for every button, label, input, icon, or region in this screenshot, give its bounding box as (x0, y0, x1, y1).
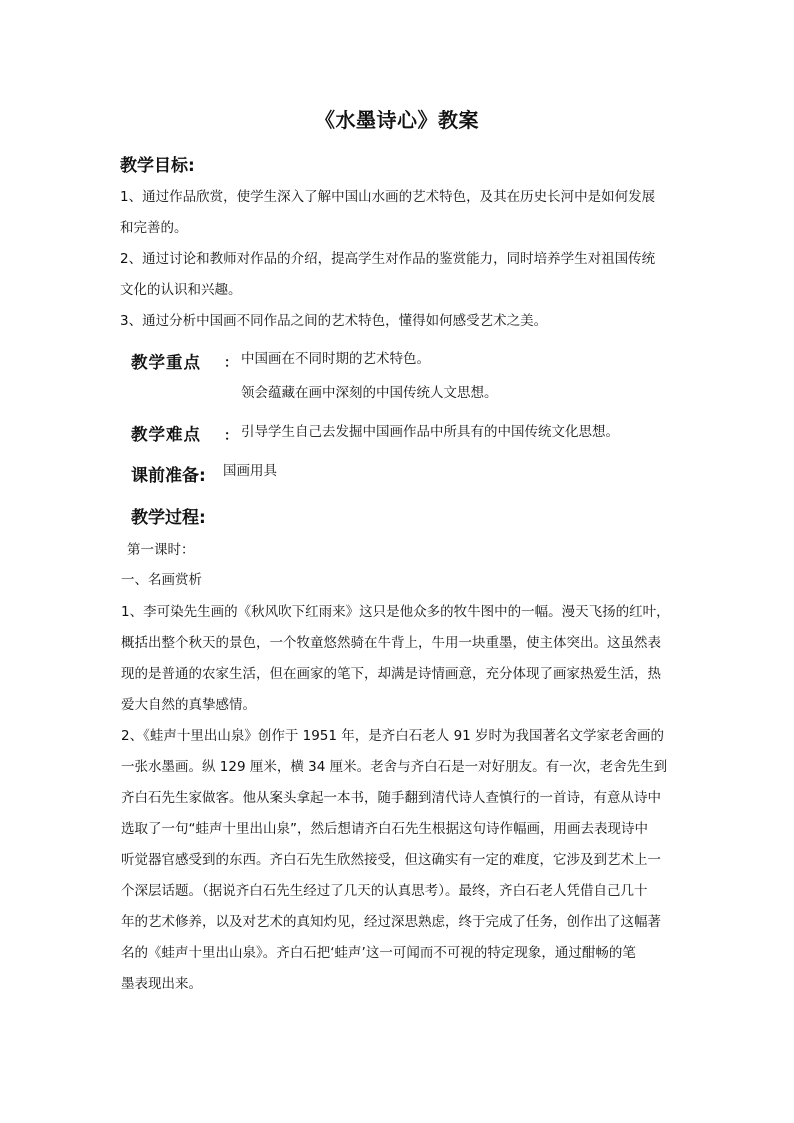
paragraph-1-line-1: 1、李可染先生画的《秋风吹下红雨来》这只是他众多的牧牛图中的一幅。漫天飞扬的红叶， (121, 604, 670, 620)
key-points-colon: ： (224, 355, 238, 371)
preparation-text: 国画用具 (223, 463, 277, 479)
paragraph-2-line-7: 年的艺术修养，以及对艺术的真知灼见，经过深思熟虑，终于完成了任务，创作出了这幅著 (121, 914, 661, 930)
paragraph-1-line-4: 爱大自然的真挚感情。 (121, 697, 256, 713)
key-points-line-2: 领会蕴藏在画中深刻的中国传统人文思想。 (241, 385, 498, 401)
difficulties-colon: ： (224, 428, 238, 444)
paragraph-2-line-9: 墨表现出来。 (121, 976, 202, 992)
paragraph-2-line-4: 选取了一句“蛙声十里出山泉”，然后想请齐白石先生根据这句诗作幅画，用画去表现诗中 (121, 821, 648, 837)
key-points-heading: 教学重点 (131, 353, 201, 372)
difficulties-heading: 教学难点 (131, 425, 201, 444)
paragraph-2-line-2: 一张水墨画。纵 129 厘米，横 34 厘米。老舍与齐白石是一对好朋友。有一次，老舍先生到 (121, 759, 668, 775)
objective-2-line-1: 2、通过讨论和教师对作品的介绍，提高学生对作品的鉴赏能力，同时培养学生对祖国传统 (120, 251, 656, 267)
paragraph-2-line-3: 齐白石先生家做客。他从案头拿起一本书，随手翻到清代诗人查慎行的一首诗，有意从诗中 (121, 790, 661, 806)
document-title: 《水墨诗心》教案 (315, 108, 479, 132)
lesson-label: 第一课时： (127, 542, 195, 558)
paragraph-2-line-8: 名的《蛙声十里出山泉》。齐白石把‘蛙声’这一可闻而不可视的特定现象，通过酣畅的笔 (121, 945, 636, 961)
key-points-line-1: 中国画在不同时期的艺术特色。 (241, 351, 430, 367)
paragraph-1-line-3: 现的是普通的农家生活，但在画家的笔下，却满是诗情画意，充分体现了画家热爱生活，热 (121, 666, 661, 682)
objective-2-line-2: 文化的认识和兴趣。 (120, 282, 242, 298)
objective-3-line-1: 3、通过分析中国画不同作品之间的艺术特色，懂得如何感受艺术之美。 (120, 313, 548, 329)
objective-1-line-1: 1、通过作品欣赏，使学生深入了解中国山水画的艺术特色，及其在历史长河中是如何发展 (120, 189, 656, 205)
objective-1-line-2: 和完善的。 (120, 220, 188, 236)
difficulties-line-1: 引导学生自己去发掘中国画作品中所具有的中国传统文化思想。 (241, 424, 619, 440)
paragraph-2-line-6: 个深层话题。（据说齐白石先生经过了几天的认真思考）。最终，齐白石老人凭借自己几十 (121, 883, 648, 899)
paragraph-2-line-1: 2、《蛙声十里出山泉》创作于 1951 年，是齐白石老人 91 岁时为我国著名文学家老舍画的 (121, 728, 665, 744)
paragraph-2-line-5: 听觉器官感受到的东西。齐白石先生欣然接受，但这确实有一定的难度，它涉及到艺术上一 (121, 852, 661, 868)
objectives-heading: 教学目标: (120, 156, 195, 176)
process-heading: 教学过程: (131, 508, 206, 528)
paragraph-1-line-2: 概括出整个秋天的景色，一个牧童悠然骑在牛背上，牛用一块重墨，使主体突出。这虽然表 (121, 635, 661, 651)
preparation-heading: 课前准备: (131, 466, 206, 486)
section-heading: 一、名画赏析 (121, 572, 202, 588)
